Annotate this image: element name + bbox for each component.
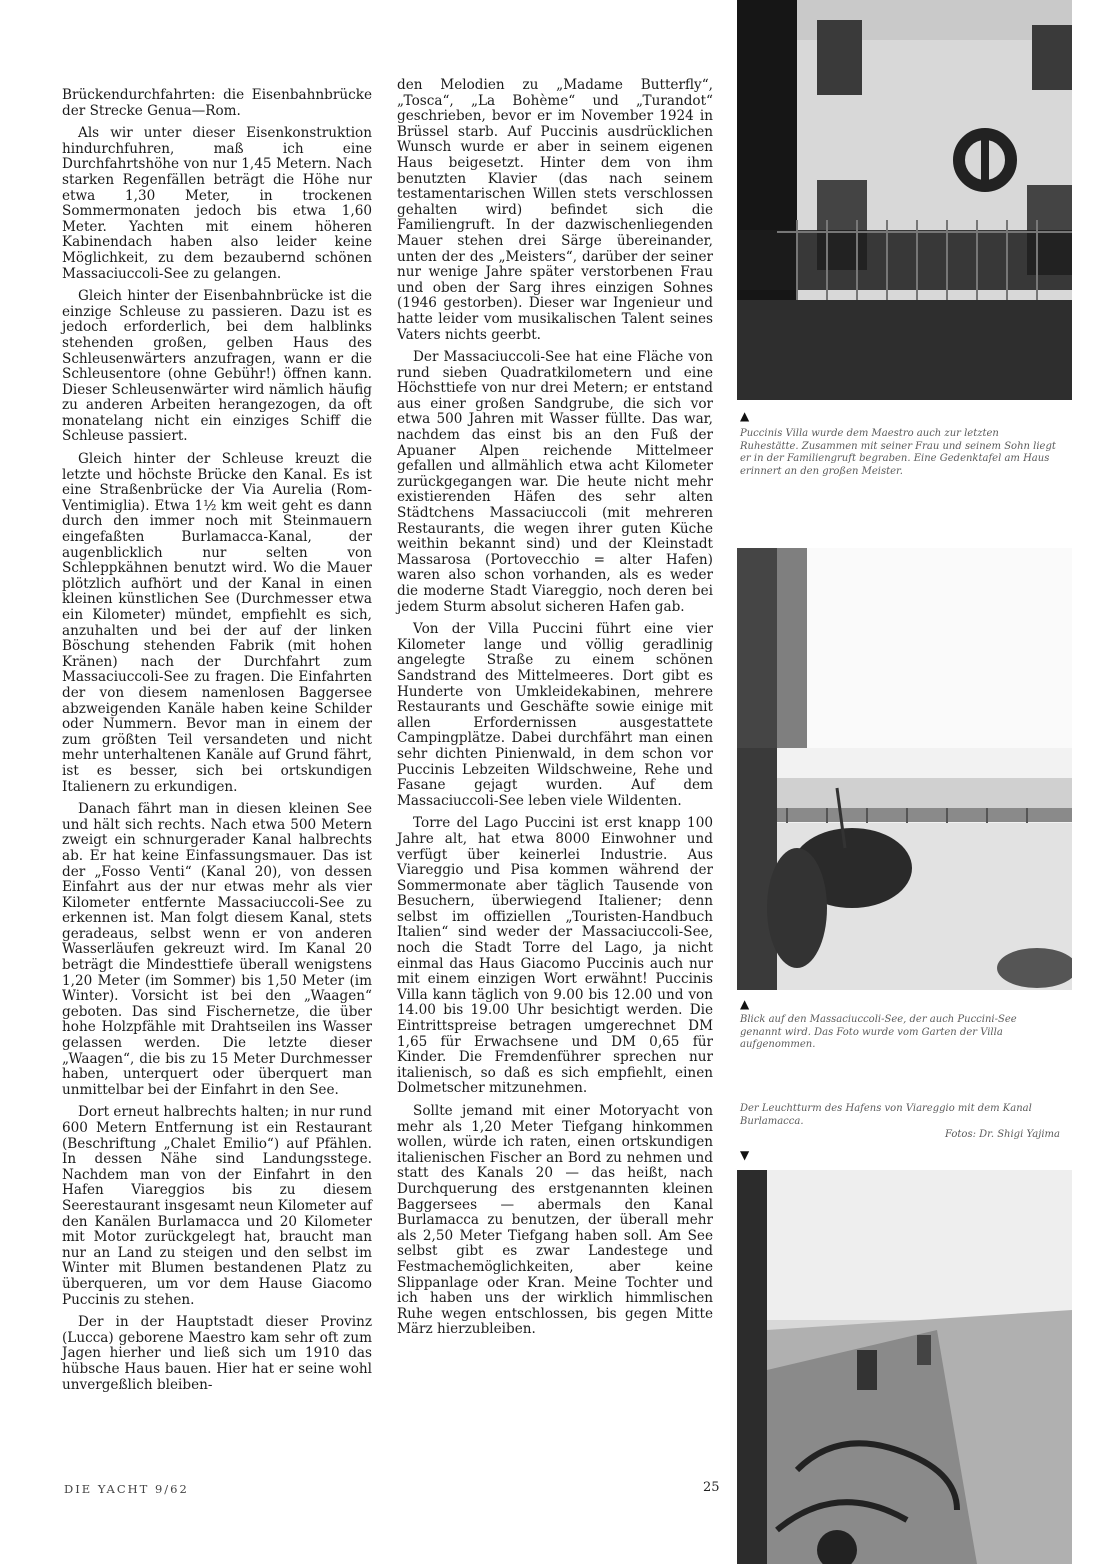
article-column-2 — [397, 78, 713, 1345]
page-number: 25 — [703, 1480, 720, 1495]
article-paragraph: Brückendurchfahrten: die Eisenbahnbrücke der Strecke Genua—Rom. — [62, 87, 372, 119]
article-paragraph: den Melodien zu „Madame Butterfly“, „Tosca“, „La Bohème“ und „Turandot“ geschrieben, bevor er im November 1924 in Brüssel starb. Auf Puccinis ausdrücklichen Wunsch wurde er aber in seinem eigenen Haus beigesetzt. Hinter dem von ihm benutzten Klavier (das nach seinem testamentarischen Willen stets verschlossen gehalten wird) befindet sich die Familiengruft. In der dazwischenliegenden Mauer stehen drei Särge übereinander, unten der des „Meisters“, darüber der seiner nur wenige Jahre später verstorbenen Frau und oben der Sarg ihres einzigen Sohnes (1946 gestorben). Dieser war Ingenieur und hatte leider vom musikalischen Talent seines Vaters nichts geerbt. — [397, 77, 713, 343]
article-paragraph: Gleich hinter der Eisenbahnbrücke ist die einzige Schleuse zu passieren. Dazu ist es jedoch erforderlich, bei dem halblinks stehenden großen, gelben Haus des Schleusenwärters anzufragen, wann er die Schleusentore (ohne Gebühr!) öffnen kann. Dieser Schleusenwärter wird nämlich häufig zu anderen Arbeiten herangezogen, da oft monatelang nicht ein einziges Schiff die Schleuse passiert. — [62, 288, 372, 445]
article-paragraph: Der Massaciuccoli-See hat eine Fläche von rund sieben Quadratkilometern und eine Höchsttiefe von nur drei Metern; er entstand aus einer großen Sandgrube, die sich vor etwa 500 Jahren mit Wasser füllte. Das war, nachdem das einst bis an den Fuß der Apuaner Alpen reichende Mittelmeer gefallen und allmählich etwa acht Kilometer zurückgegangen war. Die heute nicht mehr existierenden Häfen des sehr alten Städtchens Massaciuccoli (mit mehreren Restaurants, die wegen ihrer guten Küche weithin bekannt sind) und der Kleinstadt Massarosa (Portovecchio = alter Hafen) waren also schon vorhanden, als es weder die moderne Stadt Viareggio, noch deren bei jedem Sturm absolut sicheren Hafen gab. — [397, 349, 713, 615]
article-paragraph: Danach fährt man in diesen kleinen See und hält sich rechts. Nach etwa 500 Metern zweigt ein schnurgerader Kanal halbrechts ab. Er hat keine Einfassungsmauer. Das ist der „Fosso Venti“ (Kanal 20), von dessen Einfahrt aus der nur etwas mehr als vier Kilometer entfernte Massaciuccoli-See zu erkennen ist. Man folgt diesem Kanal, stets geradeaus, selbst wenn er von anderen Wasserläufen gekreuzt wird. Im Kanal 20 beträgt die Mindesttiefe überall wenigstens 1,20 Meter (im Sommer) bis 1,50 Meter (im Winter). Vorsicht ist bei den „Waagen“ geboten. Das sind Fischernetze, die über hohe Holzpfähle mit Drahtseilen ins Wasser gelassen werden. Die letzte dieser „Waagen“, die bis zu 15 Meter Durchmesser haben, unterquert oder überquert man unmittelbar bei der Einfahrt in den See. — [62, 801, 372, 1098]
article-paragraph: Von der Villa Puccini führt eine vier Kilometer lange und völlig geradlinig angelegte Straße zu einem schönen Sandstrand des Mittelmeeres. Dort gibt es Hunderte von Umkleidekabinen, mehrere Restaurants und Geschäfte sowie einige mit allen Erfordernissen ausgestattete Campingplätze. Dabei durchfährt man einen sehr dichten Pinienwald, in dem schon vor Puccinis Lebzeiten Wildschweine, Rehe und Fasane gejagt wurden. Auf dem Massaciuccoli-See leben viele Wildenten. — [397, 621, 713, 809]
arrow-down-icon: ▼ — [740, 1148, 750, 1162]
arrow-up-icon: ▲ — [740, 409, 750, 423]
article-paragraph: Torre del Lago Puccini ist erst knapp 100 Jahre alt, hat etwa 8000 Einwohner und verfügt über keinerlei Industrie. Aus Viareggio und Pisa kommen während der Sommermonate aber täglich Tausende von Besuchern, überwiegend Italiener; denn selbst im offiziellen „Touristen-Handbuch Italien“ sind weder der Massaciuccoli-See, noch die Stadt Torre del Lago, ja nicht einmal das Haus Giacomo Puccinis auch nur mit einem einzigen Wort erwähnt! Puccinis Villa kann täglich von 9.00 bis 12.00 und von 14.00 bis 19.00 Uhr besichtigt werden. Die Eintrittspreise betragen umgerechnet DM 1,65 für Erwachsene und DM 0,65 für Kinder. Die Fremdenführer sprechen nur italienisch, so daß es sich empfiehlt, einen Dolmetscher mitzunehmen. — [397, 815, 713, 1097]
article-paragraph: Gleich hinter der Schleuse kreuzt die letzte und höchste Brücke den Kanal. Es ist eine Straßenbrücke der Via Aurelia (Rom-Ventimiglia). Etwa 1½ km weit geht es dann durch den immer noch mit Steinmauern eingefaßten Burlamacca-Kanal, der augenblicklich nur selten von Schleppkähnen benutzt wird. Wo die Mauer plötzlich aufhört und der Kanal in einen kleinen künstlichen See (Durchmesser etwa ein Kilometer) mündet, empfiehlt es sich, anzuhalten und bei der auf der linken Böschung stehenden Fabrik (mit hohen Kränen) nach der Durchfahrt zum Massaciuccoli-See zu fragen. Die Einfahrten der von diesem namenlosen Baggersee abzweigenden Kanäle haben keine Schilder oder Nummern. Bevor man in einem der zum größten Teil versandeten und nicht mehr unterhaltenen Kanäle auf Grund fährt, ist es besser, sich bei ortskundigen Italienern zu erkundigen. — [62, 451, 372, 795]
article-paragraph: Sollte jemand mit einer Motoryacht von mehr als 1,20 Meter Tiefgang hinkommen wollen, würde ich raten, einen ortskundigen italienischen Fischer an Bord zu nehmen und statt des Kanals 20 — das heißt, nach Durchquerung des erstgenannten kleinen Baggersees — abermals den Kanal Burlamacca zu benutzen, der überall mehr als 2,50 Meter Tiefgang haben soll. Am See selbst gibt es zwar Landestege und Festmachemöglichkeiten, aber keine Slippanlage oder Kran. Meine Tochter und ich haben uns der wirklich himmlischen Ruhe wegen entschlossen, bis gegen Mitte März hierzubleiben. — [397, 1103, 713, 1338]
villa-photo — [737, 0, 1072, 400]
article-paragraph: Dort erneut halbrechts halten; in nur rund 600 Metern Entfernung ist ein Restaurant (Beschriftung „Chalet Emilio“) auf Pfählen. In dessen Nähe sind Landungsstege. Nachdem man von der Einfahrt in den Hafen Viareggios bis zu diesem Seerestaurant insgesamt neun Kilometer auf den Kanälen Burlamacca und 20 Kilometer mit Motor zurückgelegt hat, braucht man nur an Land zu steigen und den selbst im Winter mit Blumen bestandenen Platz zu überqueren, um vor dem Hause Giacomo Puccinis zu stehen. — [62, 1104, 372, 1308]
lake-caption: Blick auf den Massaciuccoli-See, der auch Puccini-See genannt wird. Das Foto wurde vom Garten der Villa aufgenommen. — [740, 1014, 1017, 1051]
lake-photo — [737, 548, 1072, 990]
arrow-up-icon: ▲ — [740, 997, 750, 1011]
villa-caption: Puccinis Villa wurde dem Maestro auch zur letzten Ruhestätte. Zusammen mit seiner Frau und seinem Sohn liegt er in der Familiengruft begraben. Eine Gedenktafel am Haus erinnert an den großen Meister. — [740, 428, 1056, 477]
photo-credit: Fotos: Dr. Shigi Yajima — [945, 1129, 1060, 1140]
article-paragraph: Der in der Hauptstadt dieser Provinz (Lucca) geborene Maestro kam sehr oft zum Jagen hierher und ließ sich um 1910 das hübsche Haus bauen. Hier hat er seine wohl unvergeßlich bleiben- — [62, 1314, 372, 1393]
article-column-1 — [62, 88, 372, 1400]
lighthouse-photo — [737, 1170, 1072, 1564]
article-paragraph: Als wir unter dieser Eisenkonstruktion hindurchfuhren, maß ich eine Durchfahrtshöhe von nur 1,45 Metern. Nach starken Regenfällen beträgt die Höhe nur etwa 1,30 Meter, in trockenen Sommermonaten jedoch bis etwa 1,60 Meter. Yachten mit einem höheren Kabinendach haben also leider keine Möglichkeit, zu dem bezaubernd schönen Massaciuccoli-See zu gelangen. — [62, 125, 372, 282]
lighthouse-caption: Der Leuchtturm des Hafens von Viareggio mit dem Kanal Burlamacca. — [740, 1103, 1032, 1127]
magazine-footer: DIE YACHT 9/62 — [64, 1482, 189, 1496]
